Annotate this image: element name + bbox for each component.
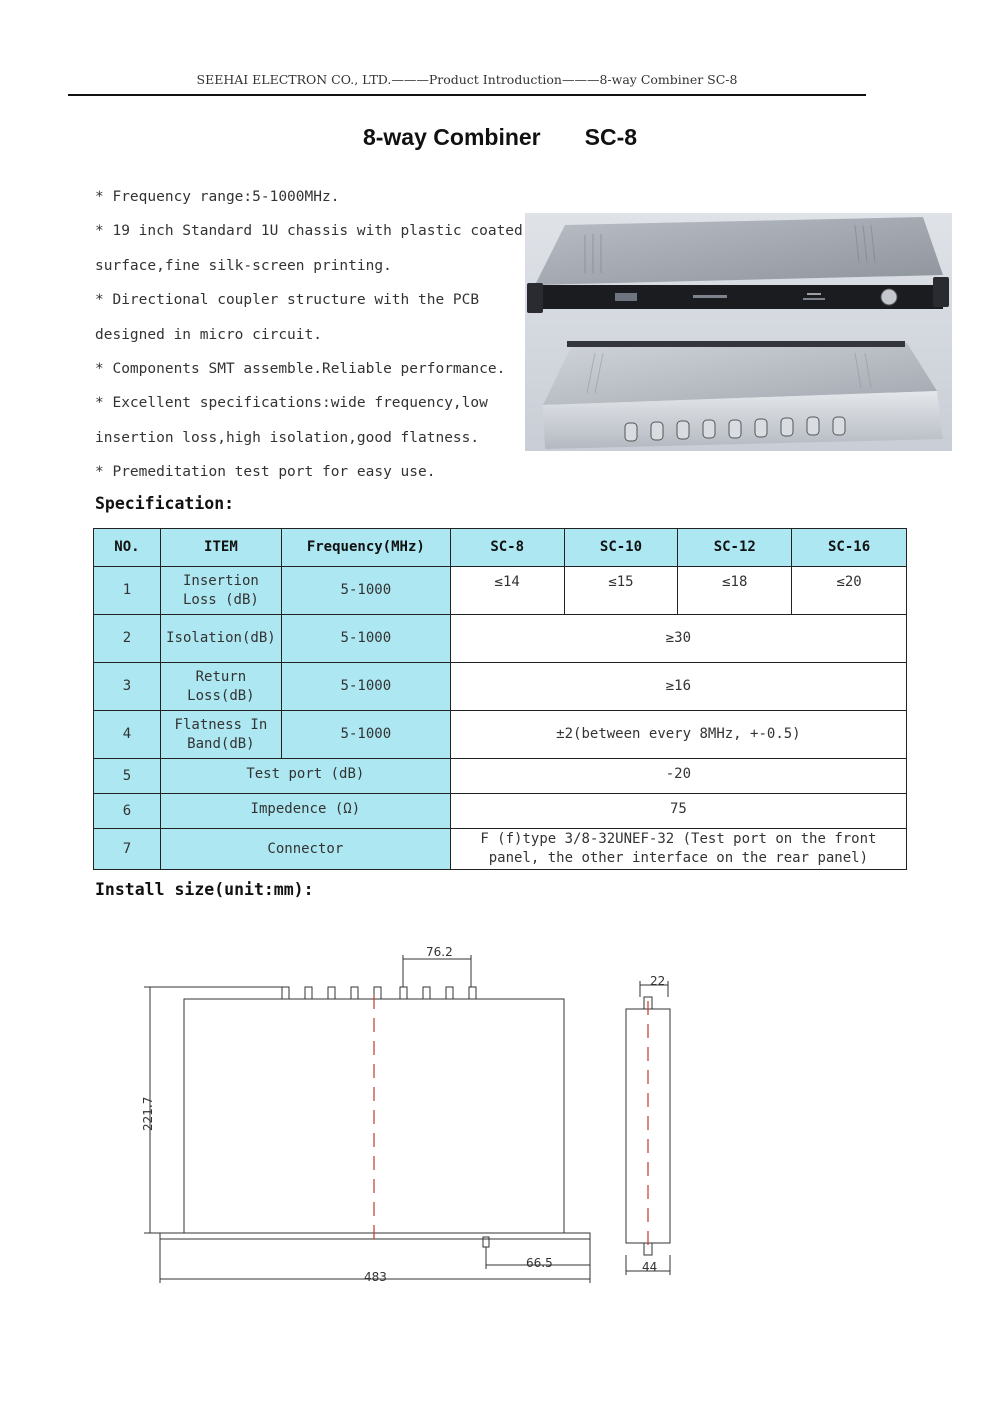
- header-cell: SC-12: [678, 529, 792, 567]
- item-cell: Isolation(dB): [160, 615, 281, 663]
- item-cell: Return Loss(dB): [160, 663, 281, 711]
- feature-line: * Directional coupler structure with the PCB: [95, 292, 480, 309]
- dim-port-spacing: 76.2: [426, 945, 453, 959]
- feature-line: * 19 inch Standard 1U chassis with plastic coated: [95, 223, 523, 240]
- value-cell: ±2(between every 8MHz, +-0.5): [450, 711, 906, 759]
- value-cell: ≤18: [678, 567, 792, 615]
- frequency-cell: 5-1000: [281, 567, 450, 615]
- feature-line: surface,fine silk-screen printing.: [95, 257, 392, 274]
- table-row: [94, 615, 907, 663]
- feature-line: insertion loss,high isolation,good flatness.: [95, 429, 480, 446]
- row-number: 5: [94, 759, 161, 794]
- item-cell: Insertion Loss (dB): [160, 567, 281, 615]
- dim-side-top: 22: [650, 974, 666, 988]
- table-row: [94, 759, 907, 794]
- item-cell: Flatness In Band(dB): [160, 711, 281, 759]
- dim-width: 483: [364, 1270, 387, 1284]
- row-number: 6: [94, 794, 161, 829]
- value-cell: F (f)type 3/8-32UNEF-32 (Test port on the front panel, the other interface on the rear panel): [450, 829, 906, 870]
- header-cell: ITEM: [160, 529, 281, 567]
- row-number: 1: [94, 567, 161, 615]
- value-cell: 75: [450, 794, 906, 829]
- value-cell: ≤14: [450, 567, 564, 615]
- row-number: 7: [94, 829, 161, 870]
- table-row: [94, 663, 907, 711]
- item-cell: Test port (dB): [160, 759, 450, 794]
- frequency-cell: 5-1000: [281, 663, 450, 711]
- install-drawing: [130, 935, 690, 1295]
- spec-label: Specification:: [95, 494, 235, 513]
- table-row: [94, 567, 907, 615]
- row-number: 2: [94, 615, 161, 663]
- table-row: [94, 711, 907, 759]
- value-cell: ≥16: [450, 663, 906, 711]
- frequency-cell: 5-1000: [281, 711, 450, 759]
- feature-line: designed in micro circuit.: [95, 326, 322, 343]
- product-photo: [525, 213, 952, 451]
- feature-line: * Excellent specifications:wide frequency,low: [95, 395, 488, 412]
- product-model: SC-8: [584, 124, 638, 150]
- row-number: 4: [94, 711, 161, 759]
- value-cell: ≤15: [564, 567, 678, 615]
- header-cell: NO.: [94, 529, 161, 567]
- dim-offset: 66.5: [526, 1256, 553, 1270]
- header-rule: [68, 94, 866, 96]
- row-number: 3: [94, 663, 161, 711]
- value-cell: ≥30: [450, 615, 906, 663]
- feature-line: * Components SMT assemble.Reliable performance.: [95, 361, 506, 378]
- value-cell: ≤20: [792, 567, 907, 615]
- spec-table: [93, 528, 907, 870]
- header-cell: Frequency(MHz): [281, 529, 450, 567]
- feature-line: * Premeditation test port for easy use.: [95, 464, 436, 481]
- feature-line: * Frequency range:5-1000MHz.: [95, 189, 340, 205]
- table-row: [94, 794, 907, 829]
- feature-list: [95, 180, 523, 490]
- frequency-cell: 5-1000: [281, 615, 450, 663]
- header-cell: SC-8: [450, 529, 564, 567]
- product-name: 8-way Combiner: [362, 124, 541, 150]
- value-cell: -20: [450, 759, 906, 794]
- item-cell: Connector: [160, 829, 450, 870]
- dim-height: 44: [642, 1260, 658, 1274]
- table-header-row: [94, 529, 907, 567]
- table-row: [94, 829, 907, 870]
- header-cell: SC-10: [564, 529, 678, 567]
- dim-depth: 221.7: [141, 1096, 155, 1131]
- page-header: SEEHAI ELECTRON CO., LTD.———Product Introduction———8-way Combiner SC-8: [196, 72, 738, 87]
- install-label: Install size(unit:mm):: [95, 880, 314, 899]
- page-title: [0, 124, 1000, 151]
- item-cell: Impedence (Ω): [160, 794, 450, 829]
- header-cell: SC-16: [792, 529, 907, 567]
